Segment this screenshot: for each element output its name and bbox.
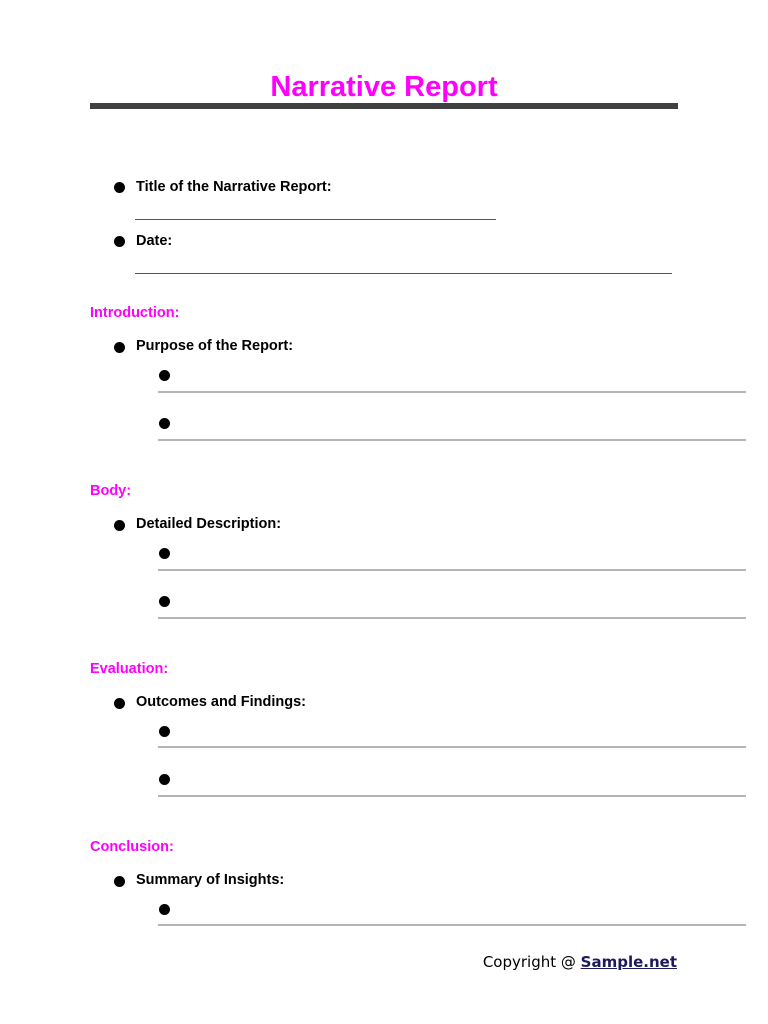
section-heading-introduction: Introduction: [90,305,180,321]
purpose-answer-line-1[interactable] [158,391,746,393]
bullet-icon [114,698,125,709]
bullet-icon [114,342,125,353]
sub-bullet-icon [159,370,170,381]
copyright-footer [483,952,677,972]
sub-bullet-icon [159,774,170,785]
item-label-purpose: Purpose of the Report: [136,338,294,354]
sample-net-link[interactable]: Sample.net [580,953,677,971]
copyright-text: Copyright @ [482,953,581,971]
title-rule [90,103,678,109]
description-answer-line-1[interactable] [158,569,746,571]
sub-bullet-icon [159,418,170,429]
item-label-outcomes: Outcomes and Findings: [136,694,306,710]
sub-bullet-icon [159,904,170,915]
bullet-icon [114,520,125,531]
section-heading-body: Body: [90,483,132,499]
summary-answer-line-1[interactable] [158,924,746,926]
sub-bullet-icon [159,596,170,607]
bullet-icon [114,236,125,247]
field-label-date: Date: [136,233,173,249]
sub-bullet-icon [159,726,170,737]
page-title: Narrative Report [270,71,498,103]
section-heading-conclusion: Conclusion: [90,839,174,855]
outcomes-answer-line-1[interactable] [158,746,746,748]
outcomes-answer-line-2[interactable] [158,795,746,797]
bullet-icon [114,876,125,887]
report-title-field[interactable] [135,219,496,220]
bullet-icon [114,182,125,193]
description-answer-line-2[interactable] [158,617,746,619]
sub-bullet-icon [159,548,170,559]
field-label-report-title: Title of the Narrative Report: [136,179,332,195]
date-field[interactable] [135,273,672,274]
section-heading-evaluation: Evaluation: [90,661,169,677]
item-label-description: Detailed Description: [136,516,282,532]
item-label-summary: Summary of Insights: [136,872,285,888]
purpose-answer-line-2[interactable] [158,439,746,441]
